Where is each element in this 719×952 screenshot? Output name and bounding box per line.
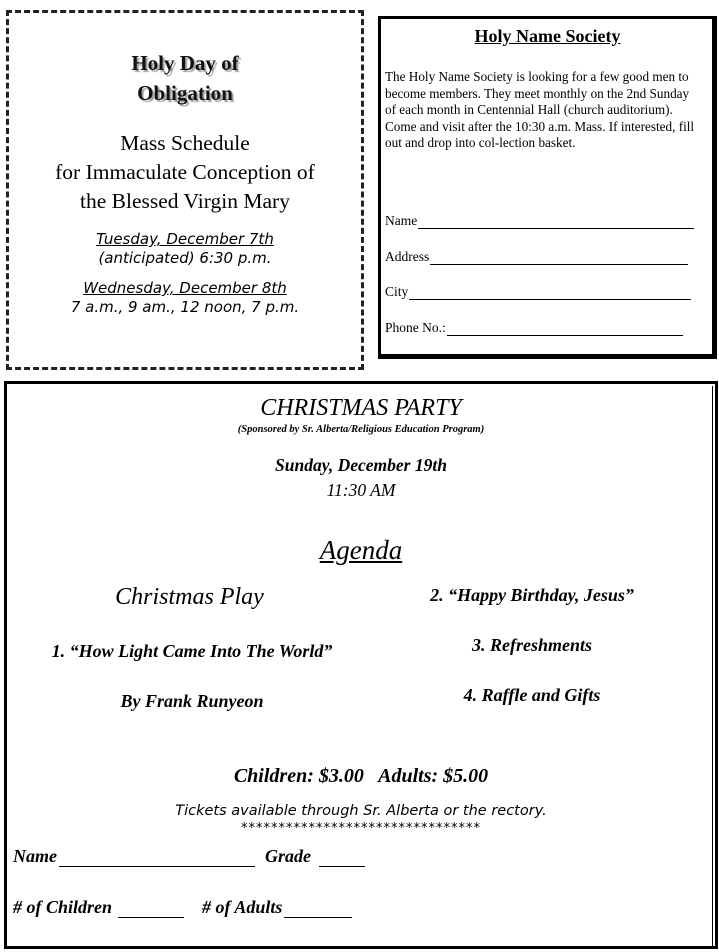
- holy-name-society-form: [378, 16, 717, 359]
- holy-day-title-line-1: Holy Day of: [131, 51, 239, 75]
- hns-phone-line[interactable]: [447, 322, 683, 336]
- agenda-item-4: 4. Raffle and Gifts: [463, 685, 601, 705]
- hns-city-line[interactable]: [409, 286, 691, 300]
- christmas-party-flyer: [4, 381, 718, 949]
- party-date: Sunday, December 19th: [275, 455, 447, 475]
- mass-schedule-heading: Mass Schedule: [120, 131, 250, 155]
- schedule-day-tuesday: Tuesday, December 7th: [96, 230, 274, 248]
- agenda-item-2: 2. “Happy Birthday, Jesus”: [430, 585, 634, 605]
- hns-address-field[interactable]: [385, 249, 688, 265]
- mass-schedule-subheading-2: the Blessed Virgin Mary: [80, 189, 290, 213]
- agenda-heading: Agenda: [319, 535, 403, 565]
- party-adults-label: # of Adults: [202, 897, 283, 917]
- hns-phone-field[interactable]: [385, 320, 683, 336]
- holy-day-notice: [6, 10, 364, 370]
- hns-phone-label: Phone No.:: [385, 320, 446, 335]
- ticket-prices: Children: $3.00 Adults: $5.00: [233, 765, 489, 787]
- agenda-item-3: 3. Refreshments: [471, 635, 592, 655]
- schedule-time-tuesday: (anticipated) 6:30 p.m.: [98, 249, 272, 267]
- hns-description: The Holy Name Society is looking for a few good men to become members. They meet monthly on the 2nd Sunday of each month in Centennial Hall (church auditorium). Come and visit after the 10:30 a.m. Mass. If interested, fill out and drop into col-lection basket.: [385, 69, 695, 151]
- hns-city-field[interactable]: [385, 284, 691, 300]
- party-name-line[interactable]: [59, 848, 255, 867]
- party-children-line[interactable]: [118, 899, 184, 918]
- party-sponsor: (Sponsored by Sr. Alberta/Religious Education Program): [237, 424, 485, 435]
- party-name-label: Name: [13, 846, 57, 866]
- hns-name-field[interactable]: [385, 213, 694, 229]
- party-adults-line[interactable]: [284, 899, 352, 918]
- schedule-time-wednesday: 7 a.m., 9 am., 12 noon, 7 p.m.: [70, 298, 300, 316]
- hns-title: Holy Name Society: [474, 26, 621, 46]
- party-title: CHRISTMAS PARTY: [260, 395, 462, 421]
- party-count-row: [13, 896, 352, 918]
- party-name-grade-row: [13, 845, 365, 867]
- agenda-item-1-author: By Frank Runyeon: [120, 691, 264, 711]
- ticket-availability: Tickets available through Sr. Alberta or the rectory.: [175, 803, 547, 819]
- mass-schedule-subheading-1: for Immaculate Conception of: [55, 160, 315, 184]
- party-grade-label: Grade: [265, 846, 311, 866]
- hns-name-line[interactable]: [418, 215, 694, 229]
- hns-city-label: City: [385, 284, 409, 299]
- holy-day-title-line-2: Obligation: [137, 81, 233, 105]
- star-separator: ********************************: [241, 821, 481, 836]
- party-time: 11:30 AM: [326, 480, 396, 500]
- hns-address-label: Address: [385, 249, 430, 264]
- party-grade-line[interactable]: [319, 848, 365, 867]
- hns-name-label: Name: [385, 213, 418, 228]
- hns-address-line[interactable]: [430, 251, 688, 265]
- agenda-item-1: 1. “How Light Came Into The World”: [51, 641, 333, 661]
- party-children-label: # of Children: [13, 897, 113, 917]
- schedule-day-wednesday: Wednesday, December 8th: [83, 279, 287, 297]
- christmas-play-heading: Christmas Play: [115, 584, 264, 610]
